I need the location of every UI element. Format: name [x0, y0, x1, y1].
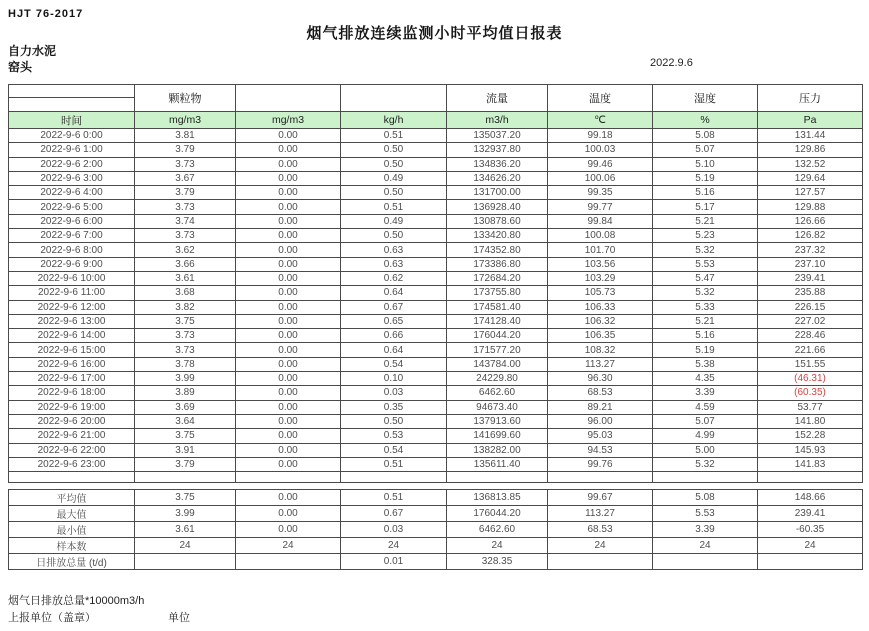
- value-cell: 176044.20: [447, 506, 548, 522]
- value-cell: 132937.80: [447, 143, 548, 157]
- value-cell: 129.86: [758, 143, 863, 157]
- value-cell: 24: [341, 538, 447, 554]
- value-cell: 227.02: [758, 314, 863, 328]
- value-cell: 0.62: [341, 271, 447, 285]
- value-cell: 0.00: [236, 157, 341, 171]
- value-cell: 5.07: [653, 414, 758, 428]
- value-cell: 3.66: [135, 257, 236, 271]
- value-cell: 228.46: [758, 329, 863, 343]
- header-cell-particulate: 颗粒物: [135, 85, 236, 112]
- value-cell: 173755.80: [447, 286, 548, 300]
- value-cell: 5.23: [653, 229, 758, 243]
- time-cell: 2022-9-6 17:00: [9, 372, 135, 386]
- value-cell: 0.00: [236, 171, 341, 185]
- empty-row: [9, 472, 863, 483]
- value-cell: 0.50: [341, 143, 447, 157]
- value-cell: 172684.20: [447, 271, 548, 285]
- report-tables: [8, 84, 862, 570]
- value-cell: 5.17: [653, 200, 758, 214]
- value-cell: 0.49: [341, 214, 447, 228]
- unit-cell-mgm3-1: mg/m3: [135, 112, 236, 129]
- station-name: 窑头: [8, 60, 33, 74]
- time-cell: 2022-9-6 7:00: [9, 229, 135, 243]
- value-cell: 100.06: [548, 171, 653, 185]
- value-cell: 108.32: [548, 343, 653, 357]
- time-cell: 2022-9-6 8:00: [9, 243, 135, 257]
- value-cell: 0.50: [341, 157, 447, 171]
- table-row: [9, 300, 863, 314]
- value-cell: 105.73: [548, 286, 653, 300]
- value-cell: 0.00: [236, 143, 341, 157]
- value-cell: 221.66: [758, 343, 863, 357]
- header-cell-time-bottom: [9, 98, 135, 112]
- value-cell: [653, 554, 758, 570]
- value-cell: [135, 554, 236, 570]
- value-cell: 5.53: [653, 506, 758, 522]
- value-cell: 106.32: [548, 314, 653, 328]
- value-cell: 0.49: [341, 171, 447, 185]
- value-cell: 0.54: [341, 357, 447, 371]
- value-cell: 176044.20: [447, 329, 548, 343]
- value-cell: 6462.60: [447, 522, 548, 538]
- value-cell: 5.00: [653, 443, 758, 457]
- value-cell: 0.51: [341, 200, 447, 214]
- value-cell: 3.81: [135, 129, 236, 143]
- value-cell: 127.57: [758, 186, 863, 200]
- value-cell: [236, 554, 341, 570]
- value-cell: 0.51: [341, 490, 447, 506]
- value-cell: 3.99: [135, 372, 236, 386]
- time-cell: 2022-9-6 4:00: [9, 186, 135, 200]
- unit-cell-pa: Pa: [758, 112, 863, 129]
- value-cell: 5.32: [653, 286, 758, 300]
- value-cell: 5.33: [653, 300, 758, 314]
- value-cell: 239.41: [758, 506, 863, 522]
- value-cell: 0.35: [341, 400, 447, 414]
- table-row: [9, 257, 863, 271]
- value-cell: 0.64: [341, 343, 447, 357]
- header-cell-blank1: [236, 85, 341, 112]
- unit-cell-time: 时间: [9, 112, 135, 129]
- value-cell: 239.41: [758, 271, 863, 285]
- table-row: [9, 229, 863, 243]
- value-cell: 237.10: [758, 257, 863, 271]
- value-cell: 133420.80: [447, 229, 548, 243]
- value-cell: 24229.80: [447, 372, 548, 386]
- value-cell: 143784.00: [447, 357, 548, 371]
- table-row: [9, 129, 863, 143]
- value-cell: 3.73: [135, 343, 236, 357]
- report-date: 2022.9.6: [650, 57, 693, 69]
- report-unit-label: 上报单位（盖章）: [8, 612, 96, 624]
- table-row: [9, 271, 863, 285]
- value-cell: 4.35: [653, 372, 758, 386]
- value-cell: 24: [548, 538, 653, 554]
- value-cell: 130878.60: [447, 214, 548, 228]
- value-cell: 0.00: [236, 443, 341, 457]
- value-cell: 5.16: [653, 186, 758, 200]
- value-cell: 137913.60: [447, 414, 548, 428]
- header-cell-temperature: 温度: [548, 85, 653, 112]
- value-cell: 113.27: [548, 506, 653, 522]
- value-cell: 145.93: [758, 443, 863, 457]
- time-cell: 2022-9-6 15:00: [9, 343, 135, 357]
- value-cell: 135037.20: [447, 129, 548, 143]
- value-cell: (60.35): [758, 386, 863, 400]
- time-cell: 2022-9-6 0:00: [9, 129, 135, 143]
- time-cell: 2022-9-6 18:00: [9, 386, 135, 400]
- header-cell-blank2: [341, 85, 447, 112]
- value-cell: 0.67: [341, 506, 447, 522]
- summary-rows: [9, 490, 863, 570]
- time-cell: 2022-9-6 6:00: [9, 214, 135, 228]
- table-row: [9, 443, 863, 457]
- value-cell: 3.61: [135, 271, 236, 285]
- value-cell: 24: [447, 538, 548, 554]
- value-cell: 141.80: [758, 414, 863, 428]
- value-cell: 0.66: [341, 329, 447, 343]
- value-cell: 4.59: [653, 400, 758, 414]
- value-cell: 0.00: [236, 314, 341, 328]
- header-cell-flow: 流量: [447, 85, 548, 112]
- value-cell: 3.91: [135, 443, 236, 457]
- value-cell: 171577.20: [447, 343, 548, 357]
- time-cell: 2022-9-6 14:00: [9, 329, 135, 343]
- value-cell: 95.03: [548, 429, 653, 443]
- value-cell: 103.56: [548, 257, 653, 271]
- time-cell: 2022-9-6 22:00: [9, 443, 135, 457]
- unit-cell-kgh: kg/h: [341, 112, 447, 129]
- value-cell: 0.00: [236, 257, 341, 271]
- value-cell: 0.67: [341, 300, 447, 314]
- time-cell: 2022-9-6 1:00: [9, 143, 135, 157]
- value-cell: 3.75: [135, 429, 236, 443]
- value-cell: 0.00: [236, 129, 341, 143]
- value-cell: 99.46: [548, 157, 653, 171]
- value-cell: 0.63: [341, 243, 447, 257]
- value-cell: 3.74: [135, 214, 236, 228]
- time-cell: 2022-9-6 10:00: [9, 271, 135, 285]
- value-cell: 126.66: [758, 214, 863, 228]
- value-cell: 0.64: [341, 286, 447, 300]
- footer-note: 烟气日排放总量*10000m3/h: [8, 595, 145, 607]
- value-cell: 0.00: [236, 386, 341, 400]
- value-cell: 135611.40: [447, 457, 548, 471]
- value-cell: 89.21: [548, 400, 653, 414]
- value-cell: 0.65: [341, 314, 447, 328]
- value-cell: 136813.85: [447, 490, 548, 506]
- value-cell: 5.47: [653, 271, 758, 285]
- value-cell: 0.00: [236, 286, 341, 300]
- value-cell: 0.00: [236, 522, 341, 538]
- value-cell: 113.27: [548, 357, 653, 371]
- table-row: [9, 357, 863, 371]
- value-cell: 3.79: [135, 186, 236, 200]
- unit-cell-percent: %: [653, 112, 758, 129]
- value-cell: -60.35: [758, 522, 863, 538]
- value-cell: 5.08: [653, 490, 758, 506]
- value-cell: 151.55: [758, 357, 863, 371]
- value-cell: 106.33: [548, 300, 653, 314]
- value-cell: 0.00: [236, 214, 341, 228]
- value-cell: [548, 554, 653, 570]
- doc-code: HJT 76-2017: [8, 8, 84, 20]
- table-row: [9, 200, 863, 214]
- value-cell: 0.00: [236, 429, 341, 443]
- value-cell: 134626.20: [447, 171, 548, 185]
- table-row: [9, 143, 863, 157]
- value-cell: 0.00: [236, 400, 341, 414]
- value-cell: 0.10: [341, 372, 447, 386]
- time-cell: 2022-9-6 5:00: [9, 200, 135, 214]
- value-cell: 5.32: [653, 243, 758, 257]
- value-cell: 96.00: [548, 414, 653, 428]
- group-header-row: [9, 85, 863, 98]
- summary-label-cell: 最小值: [9, 522, 135, 538]
- time-cell: 2022-9-6 13:00: [9, 314, 135, 328]
- value-cell: 0.00: [236, 329, 341, 343]
- time-cell: 2022-9-6 19:00: [9, 400, 135, 414]
- value-cell: 0.03: [341, 522, 447, 538]
- value-cell: [758, 554, 863, 570]
- table-row: [9, 157, 863, 171]
- value-cell: 3.78: [135, 357, 236, 371]
- value-cell: 99.77: [548, 200, 653, 214]
- value-cell: 24: [236, 538, 341, 554]
- value-cell: 100.03: [548, 143, 653, 157]
- header-cell-humidity: 湿度: [653, 85, 758, 112]
- value-cell: 0.63: [341, 257, 447, 271]
- value-cell: 0.53: [341, 429, 447, 443]
- value-cell: 0.00: [236, 414, 341, 428]
- value-cell: 6462.60: [447, 386, 548, 400]
- value-cell: 101.70: [548, 243, 653, 257]
- value-cell: 99.76: [548, 457, 653, 471]
- value-cell: 5.53: [653, 257, 758, 271]
- value-cell: (46.31): [758, 372, 863, 386]
- table-row: [9, 554, 863, 570]
- value-cell: 5.19: [653, 171, 758, 185]
- summary-label-cell: 最大值: [9, 506, 135, 522]
- value-cell: 5.19: [653, 343, 758, 357]
- table-row: [9, 286, 863, 300]
- value-cell: 3.61: [135, 522, 236, 538]
- time-cell: 2022-9-6 16:00: [9, 357, 135, 371]
- table-row: [9, 186, 863, 200]
- value-cell: 53.77: [758, 400, 863, 414]
- hourly-table: [8, 84, 863, 483]
- unit-row: [9, 112, 863, 129]
- table-row: [9, 386, 863, 400]
- value-cell: 237.32: [758, 243, 863, 257]
- time-cell: 2022-9-6 12:00: [9, 300, 135, 314]
- value-cell: 174581.40: [447, 300, 548, 314]
- value-cell: 68.53: [548, 522, 653, 538]
- value-cell: 0.00: [236, 372, 341, 386]
- value-cell: 129.88: [758, 200, 863, 214]
- value-cell: 99.35: [548, 186, 653, 200]
- table-row: [9, 214, 863, 228]
- value-cell: 3.67: [135, 171, 236, 185]
- summary-table: [8, 489, 863, 570]
- value-cell: 3.39: [653, 522, 758, 538]
- header-cell-time-top: [9, 85, 135, 98]
- value-cell: 0.03: [341, 386, 447, 400]
- value-cell: 3.69: [135, 400, 236, 414]
- hourly-rows: [9, 129, 863, 472]
- value-cell: 0.50: [341, 186, 447, 200]
- value-cell: 5.32: [653, 457, 758, 471]
- value-cell: 5.07: [653, 143, 758, 157]
- table-row: [9, 414, 863, 428]
- value-cell: 99.67: [548, 490, 653, 506]
- value-cell: 226.15: [758, 300, 863, 314]
- value-cell: 3.64: [135, 414, 236, 428]
- value-cell: 68.53: [548, 386, 653, 400]
- value-cell: 0.00: [236, 186, 341, 200]
- table-row: [9, 314, 863, 328]
- value-cell: 24: [135, 538, 236, 554]
- value-cell: 132.52: [758, 157, 863, 171]
- value-cell: 131700.00: [447, 186, 548, 200]
- value-cell: 94.53: [548, 443, 653, 457]
- value-cell: 5.21: [653, 214, 758, 228]
- page-title: 烟气排放连续监测小时平均值日报表: [306, 25, 563, 42]
- value-cell: 5.21: [653, 314, 758, 328]
- value-cell: 3.79: [135, 457, 236, 471]
- summary-label-cell: 日排放总量 (t/d): [9, 554, 135, 570]
- value-cell: 0.00: [236, 457, 341, 471]
- value-cell: 3.75: [135, 314, 236, 328]
- value-cell: 0.51: [341, 129, 447, 143]
- value-cell: 103.29: [548, 271, 653, 285]
- value-cell: 138282.00: [447, 443, 548, 457]
- value-cell: 328.35: [447, 554, 548, 570]
- value-cell: 126.82: [758, 229, 863, 243]
- unit-cell-mgm3-2: mg/m3: [236, 112, 341, 129]
- table-row: [9, 429, 863, 443]
- table-row: [9, 372, 863, 386]
- table-row: [9, 400, 863, 414]
- unit-cell-celsius: ℃: [548, 112, 653, 129]
- summary-label-cell: 样本数: [9, 538, 135, 554]
- value-cell: 3.39: [653, 386, 758, 400]
- company-name: 自力水泥: [8, 44, 57, 58]
- value-cell: 100.08: [548, 229, 653, 243]
- unit-cell-m3h: m3/h: [447, 112, 548, 129]
- value-cell: 0.00: [236, 271, 341, 285]
- value-cell: 136928.40: [447, 200, 548, 214]
- value-cell: 235.88: [758, 286, 863, 300]
- value-cell: 96.30: [548, 372, 653, 386]
- value-cell: 3.73: [135, 329, 236, 343]
- value-cell: 99.84: [548, 214, 653, 228]
- time-cell: 2022-9-6 2:00: [9, 157, 135, 171]
- value-cell: 129.64: [758, 171, 863, 185]
- table-row: [9, 538, 863, 554]
- value-cell: 0.54: [341, 443, 447, 457]
- value-cell: 0.50: [341, 229, 447, 243]
- table-row: [9, 522, 863, 538]
- value-cell: 0.00: [236, 490, 341, 506]
- value-cell: 3.79: [135, 143, 236, 157]
- value-cell: 0.51: [341, 457, 447, 471]
- value-cell: 0.00: [236, 200, 341, 214]
- time-cell: 2022-9-6 23:00: [9, 457, 135, 471]
- value-cell: 0.00: [236, 506, 341, 522]
- value-cell: 173386.80: [447, 257, 548, 271]
- table-row: [9, 506, 863, 522]
- value-cell: 3.75: [135, 490, 236, 506]
- value-cell: 141699.60: [447, 429, 548, 443]
- value-cell: 0.00: [236, 243, 341, 257]
- value-cell: 141.83: [758, 457, 863, 471]
- value-cell: 5.16: [653, 329, 758, 343]
- table-row: [9, 457, 863, 471]
- time-cell: 2022-9-6 21:00: [9, 429, 135, 443]
- value-cell: 0.00: [236, 343, 341, 357]
- summary-label-cell: 平均值: [9, 490, 135, 506]
- value-cell: 0.00: [236, 229, 341, 243]
- time-cell: 2022-9-6 20:00: [9, 414, 135, 428]
- value-cell: 0.00: [236, 300, 341, 314]
- value-cell: 5.10: [653, 157, 758, 171]
- value-cell: 94673.40: [447, 400, 548, 414]
- value-cell: 99.18: [548, 129, 653, 143]
- value-cell: 174128.40: [447, 314, 548, 328]
- value-cell: 24: [758, 538, 863, 554]
- unit-label: 单位: [168, 612, 190, 624]
- value-cell: 24: [653, 538, 758, 554]
- table-row: [9, 490, 863, 506]
- value-cell: 174352.80: [447, 243, 548, 257]
- value-cell: 134836.20: [447, 157, 548, 171]
- time-cell: 2022-9-6 9:00: [9, 257, 135, 271]
- value-cell: 131.44: [758, 129, 863, 143]
- value-cell: 3.68: [135, 286, 236, 300]
- value-cell: 4.99: [653, 429, 758, 443]
- value-cell: 152.28: [758, 429, 863, 443]
- header-cell-pressure: 压力: [758, 85, 863, 112]
- value-cell: 3.62: [135, 243, 236, 257]
- value-cell: 5.08: [653, 129, 758, 143]
- value-cell: 148.66: [758, 490, 863, 506]
- value-cell: 3.73: [135, 157, 236, 171]
- value-cell: 0.50: [341, 414, 447, 428]
- time-cell: 2022-9-6 3:00: [9, 171, 135, 185]
- value-cell: 3.82: [135, 300, 236, 314]
- value-cell: 3.73: [135, 200, 236, 214]
- value-cell: 0.00: [236, 357, 341, 371]
- value-cell: 5.38: [653, 357, 758, 371]
- value-cell: 0.01: [341, 554, 447, 570]
- table-row: [9, 171, 863, 185]
- value-cell: 3.89: [135, 386, 236, 400]
- time-cell: 2022-9-6 11:00: [9, 286, 135, 300]
- table-row: [9, 329, 863, 343]
- value-cell: 106.35: [548, 329, 653, 343]
- value-cell: 3.73: [135, 229, 236, 243]
- value-cell: 3.99: [135, 506, 236, 522]
- table-row: [9, 243, 863, 257]
- table-row: [9, 343, 863, 357]
